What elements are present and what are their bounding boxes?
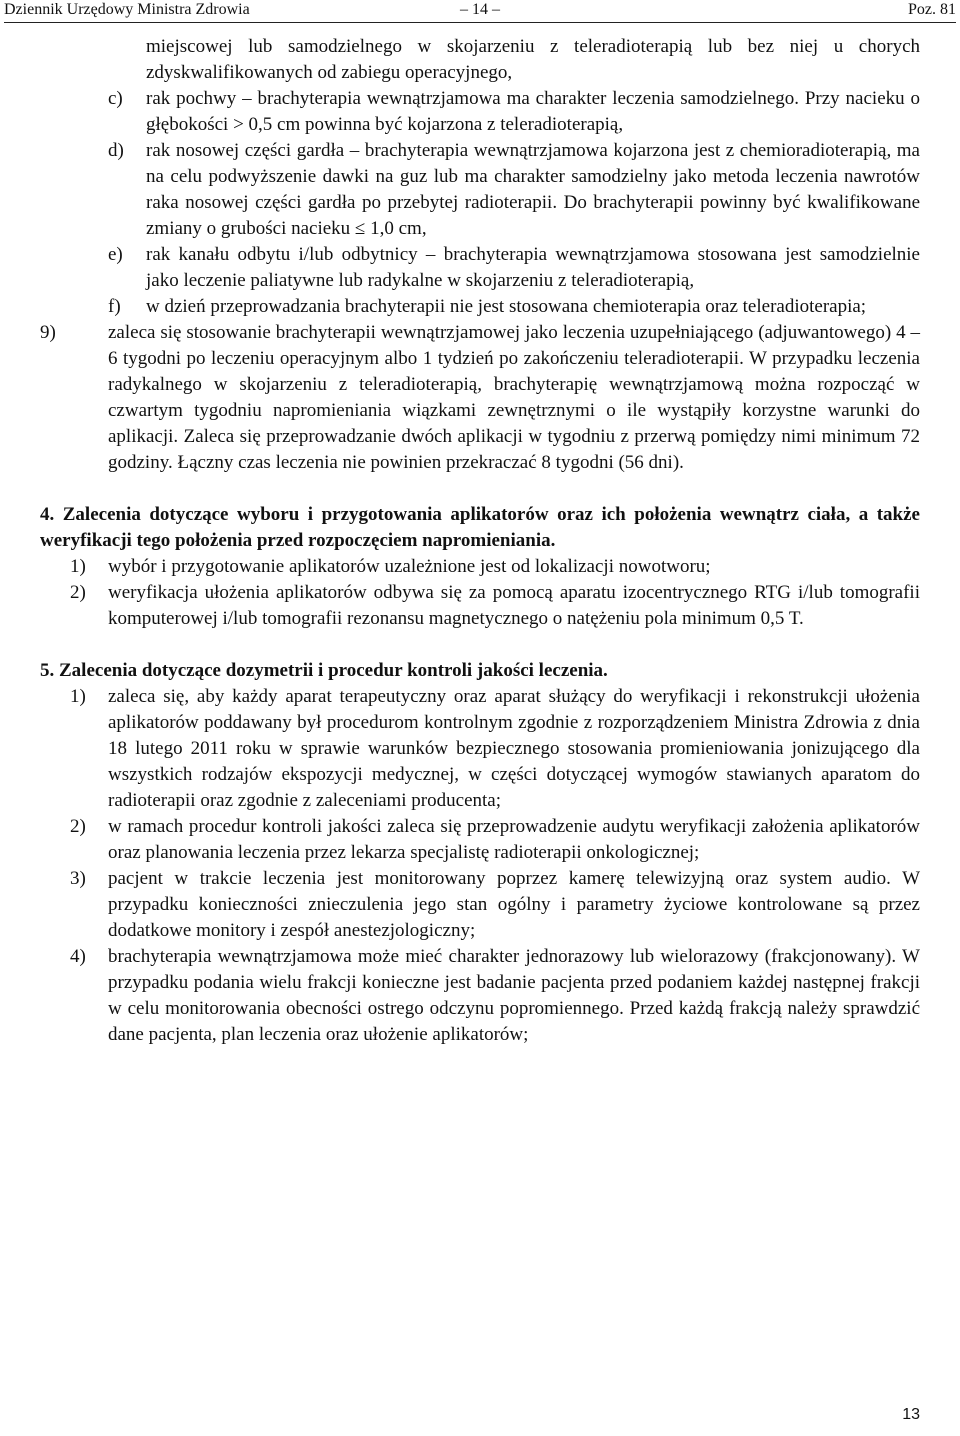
list-item-9 [40, 320, 920, 476]
list-marker: 3) [70, 868, 86, 889]
list-marker: 1) [70, 556, 86, 577]
list-item-text: rak kanału odbytu i/lub odbytnicy – brachyterapia wewnątrzjamowa stosowana jest samodzielnie jako leczenie paliatywne lub radykalne w skojarzeniu z teleradioterapią, [146, 244, 920, 291]
list-item-text: rak nosowej części gardła – brachyterapia wewnątrzjamowa kojarzona jest z chemioradioterapią, ma na celu podwyższenie dawki na guz lub ma charakter samodzielny jako metoda leczenia nawrotów raka nosowej części gardła po przebytej radioterapii. Do brachyterapii powinny być kwalifikowane zmiany o grubości nacieku ≤ 1,0 cm, [146, 140, 920, 239]
section-4-heading: 4. Zalecenia dotyczące wyboru i przygotowania aplikatorów oraz ich położenia wewnątrz ciała, a także weryfikacji tego położenia przed rozpoczęciem napromieniania. [40, 504, 920, 551]
list-marker: 9) [40, 322, 56, 343]
list-item-e [40, 242, 920, 294]
position-number: Poz. 81 [908, 1, 956, 18]
section-4-item-2 [40, 580, 920, 632]
list-marker: c) [108, 88, 123, 109]
section-5-item-2 [40, 814, 920, 866]
list-marker: f) [108, 296, 121, 317]
list-item-text: wybór i przygotowanie aplikatorów uzależnione jest od lokalizacji nowotworu; [108, 556, 711, 577]
list-marker: e) [108, 244, 123, 265]
list-item-text: w ramach procedur kontroli jakości zaleca się przeprowadzenie audytu weryfikacji założenia aplikatorów oraz planowania leczenia przez lekarza specjalistę radioterapii onkologicznej; [108, 816, 920, 863]
list-marker: 2) [70, 582, 86, 603]
page-number: 13 [902, 1406, 920, 1423]
section-5-item-1 [40, 684, 920, 814]
list-item-c [40, 86, 920, 138]
section-5-heading: 5. Zalecenia dotyczące dozymetrii i procedur kontroli jakości leczenia. [40, 660, 608, 681]
list-item-f [40, 294, 920, 320]
list-marker: 2) [70, 816, 86, 837]
journal-title: Dziennik Urzędowy Ministra Zdrowia [4, 1, 250, 18]
paragraph-continuation: miejscowej lub samodzielnego w skojarzeniu z teleradioterapią lub bez niej u chorych zdyskwalifikowanych od zabiegu operacyjnego, [146, 36, 920, 83]
list-item-text: pacjent w trakcie leczenia jest monitorowany poprzez kamerę telewizyjną oraz system audio. W przypadku konieczności znieczulenia jego stan ogólny i parametry życiowe kontrolowane są przez dodatkowe monitory i zespół anestezjologiczny; [108, 868, 920, 941]
list-item-d [40, 138, 920, 242]
document-body [40, 34, 920, 1048]
page-header [4, 0, 956, 23]
list-item-text: w dzień przeprowadzania brachyterapii nie jest stosowana chemioterapia oraz teleradioterapia; [146, 296, 867, 317]
list-marker: d) [108, 140, 124, 161]
section-5-item-3 [40, 866, 920, 944]
list-item-text: zaleca się, aby każdy aparat terapeutyczny oraz aparat służący do weryfikacji i rekonstrukcji ułożenia aplikatorów poddawany był procedurom kontrolnym zgodnie z rozporządzeniem Ministra Zdrowia z dnia 18 lutego 2011 roku w sprawie warunków bezpiecznego stosowania promieniowania jonizującego dla wszystkich rodzajów ekspozycji medycznej, w części dotyczącej wymogów stawianych aparatom do radioterapii oraz zgodnie z zaleceniami producenta; [108, 686, 920, 811]
list-item-text: brachyterapia wewnątrzjamowa może mieć charakter jednorazowy lub wielorazowy (frakcjonowany). W przypadku podania wielu frakcji konieczne jest badanie pacjenta przed podaniem każdej następnej frakcji w celu monitorowania obecności ostrego odczynu popromiennego. Przed każdą frakcją należy sprawdzić dane pacjenta, plan leczenia oraz ułożenie aplikatorów; [108, 946, 920, 1045]
list-item-text: weryfikacja ułożenia aplikatorów odbywa się za pomocą aparatu izocentrycznego RTG i/lub tomografii komputerowej i/lub tomografii rezonansu magnetycznego o natężeniu pola minimum 0,5 T. [108, 582, 920, 629]
list-item-text: rak pochwy – brachyterapia wewnątrzjamowa ma charakter leczenia samodzielnego. Przy nacieku o głębokości > 0,5 cm powinna być kojarzona z teleradioterapią, [146, 88, 920, 135]
list-item-text: zaleca się stosowanie brachyterapii wewnątrzjamowej jako leczenia uzupełniającego (adjuwantowego) 4 – 6 tygodni po leczeniu operacyjnym albo 1 tydzień po zakończeniu teleradioterapii. W przypadku leczenia radykalnego w skojarzeniu z teleradioterapią, brachyterapię wewnątrzjamową można rozpocząć w czwartym tygodniu napromieniania wiązkami zewnętrznymi o ile wystąpiły korzystne warunki do aplikacji. Zaleca się przeprowadzanie dwóch aplikacji w tygodniu z przerwą pomiędzy nimi minimum 72 godziny. Łączny czas leczenia nie powinien przekraczać 8 tygodni (56 dni). [108, 322, 920, 473]
list-marker: 1) [70, 686, 86, 707]
list-marker: 4) [70, 946, 86, 967]
section-5-item-4 [40, 944, 920, 1048]
header-page-number: – 14 – [460, 1, 500, 18]
section-4-item-1 [40, 554, 920, 580]
